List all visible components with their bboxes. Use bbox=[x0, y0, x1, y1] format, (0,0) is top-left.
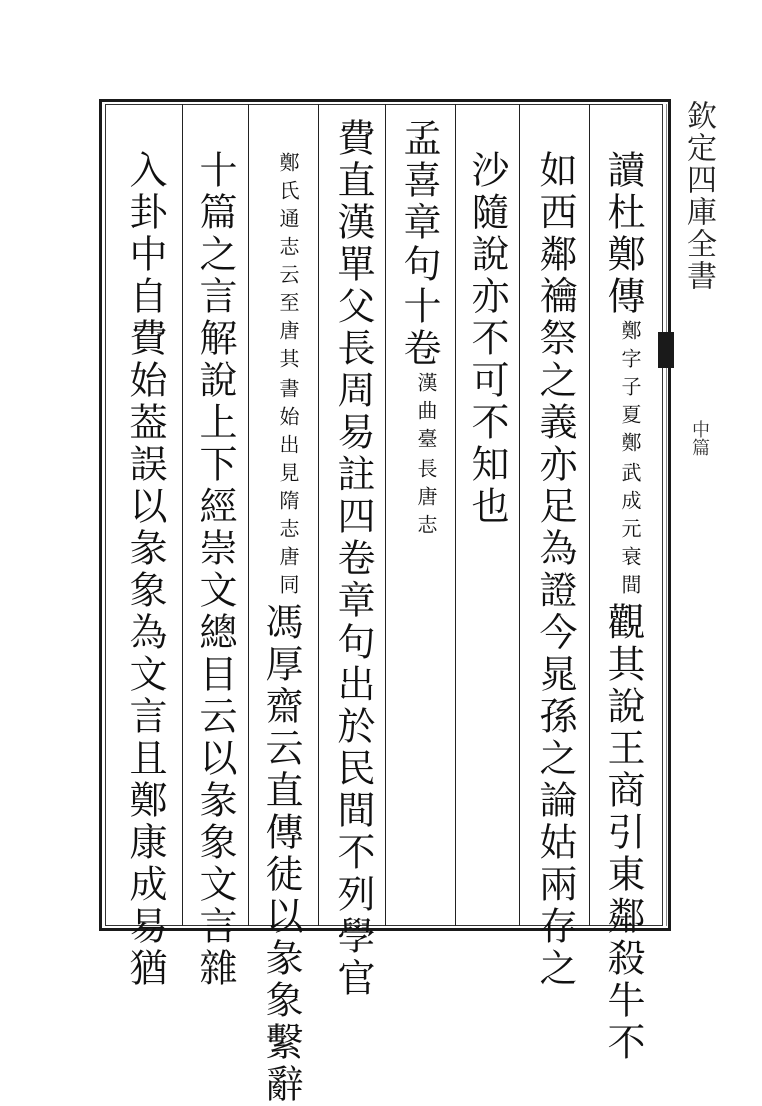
column-text: 費直漢單父長周易註四卷章句出於民間不列學官 bbox=[331, 118, 375, 1000]
column-rule bbox=[182, 104, 183, 926]
annotation-right: 鄭字子夏鄭 bbox=[618, 320, 642, 460]
column-rule bbox=[519, 104, 520, 926]
page-inner-border bbox=[105, 104, 663, 926]
text-column-4 bbox=[397, 118, 441, 542]
column-rule bbox=[248, 104, 249, 926]
column-rule bbox=[318, 104, 319, 926]
text-column-6 bbox=[259, 150, 303, 1106]
text-column-8 bbox=[123, 150, 167, 990]
text-column-3 bbox=[465, 150, 509, 528]
book-title: 欽定四庫全書 bbox=[681, 100, 716, 292]
column-text: 馮厚齋云直傳徒以彖象繫辭 bbox=[259, 602, 303, 1106]
column-text: 十篇之言解說上下經崇文總目云以彖象文言雜 bbox=[193, 150, 237, 990]
annotation-right: 漢曲臺 bbox=[414, 372, 438, 456]
annotation bbox=[604, 318, 642, 602]
annotation bbox=[262, 150, 300, 602]
column-rule bbox=[455, 104, 456, 926]
column-text: 孟喜章句十卷 bbox=[397, 118, 441, 370]
column-text: 讀杜鄭傳 bbox=[601, 150, 645, 318]
center-fold-line bbox=[666, 104, 667, 926]
text-column-5 bbox=[331, 118, 375, 1000]
text-column-7 bbox=[193, 150, 237, 990]
column-text: 如西鄰禴祭之義亦足為證今晁孫之論姑兩存之 bbox=[533, 150, 577, 990]
annotation-left: 武成元衰間 bbox=[618, 462, 642, 602]
annotation-left: 長唐志 bbox=[414, 458, 438, 542]
column-text: 入卦中自費始葢誤以彖象為文言且鄭康成易猶 bbox=[123, 150, 167, 990]
column-rule bbox=[589, 104, 590, 926]
column-text: 沙隨說亦不可不知也 bbox=[465, 150, 509, 528]
chapter-label: 中篇 bbox=[689, 420, 710, 456]
annotation-right: 鄭氏通志云至唐其 bbox=[276, 152, 300, 376]
text-column-2 bbox=[533, 150, 577, 990]
column-text: 觀其說王商引東鄰殺牛不 bbox=[601, 602, 645, 1064]
annotation bbox=[400, 370, 438, 542]
annotation-left: 書始出見隋志唐同 bbox=[276, 378, 300, 602]
fish-tail-mark bbox=[658, 332, 674, 368]
text-column-1 bbox=[601, 150, 645, 1064]
column-rule bbox=[385, 104, 386, 926]
